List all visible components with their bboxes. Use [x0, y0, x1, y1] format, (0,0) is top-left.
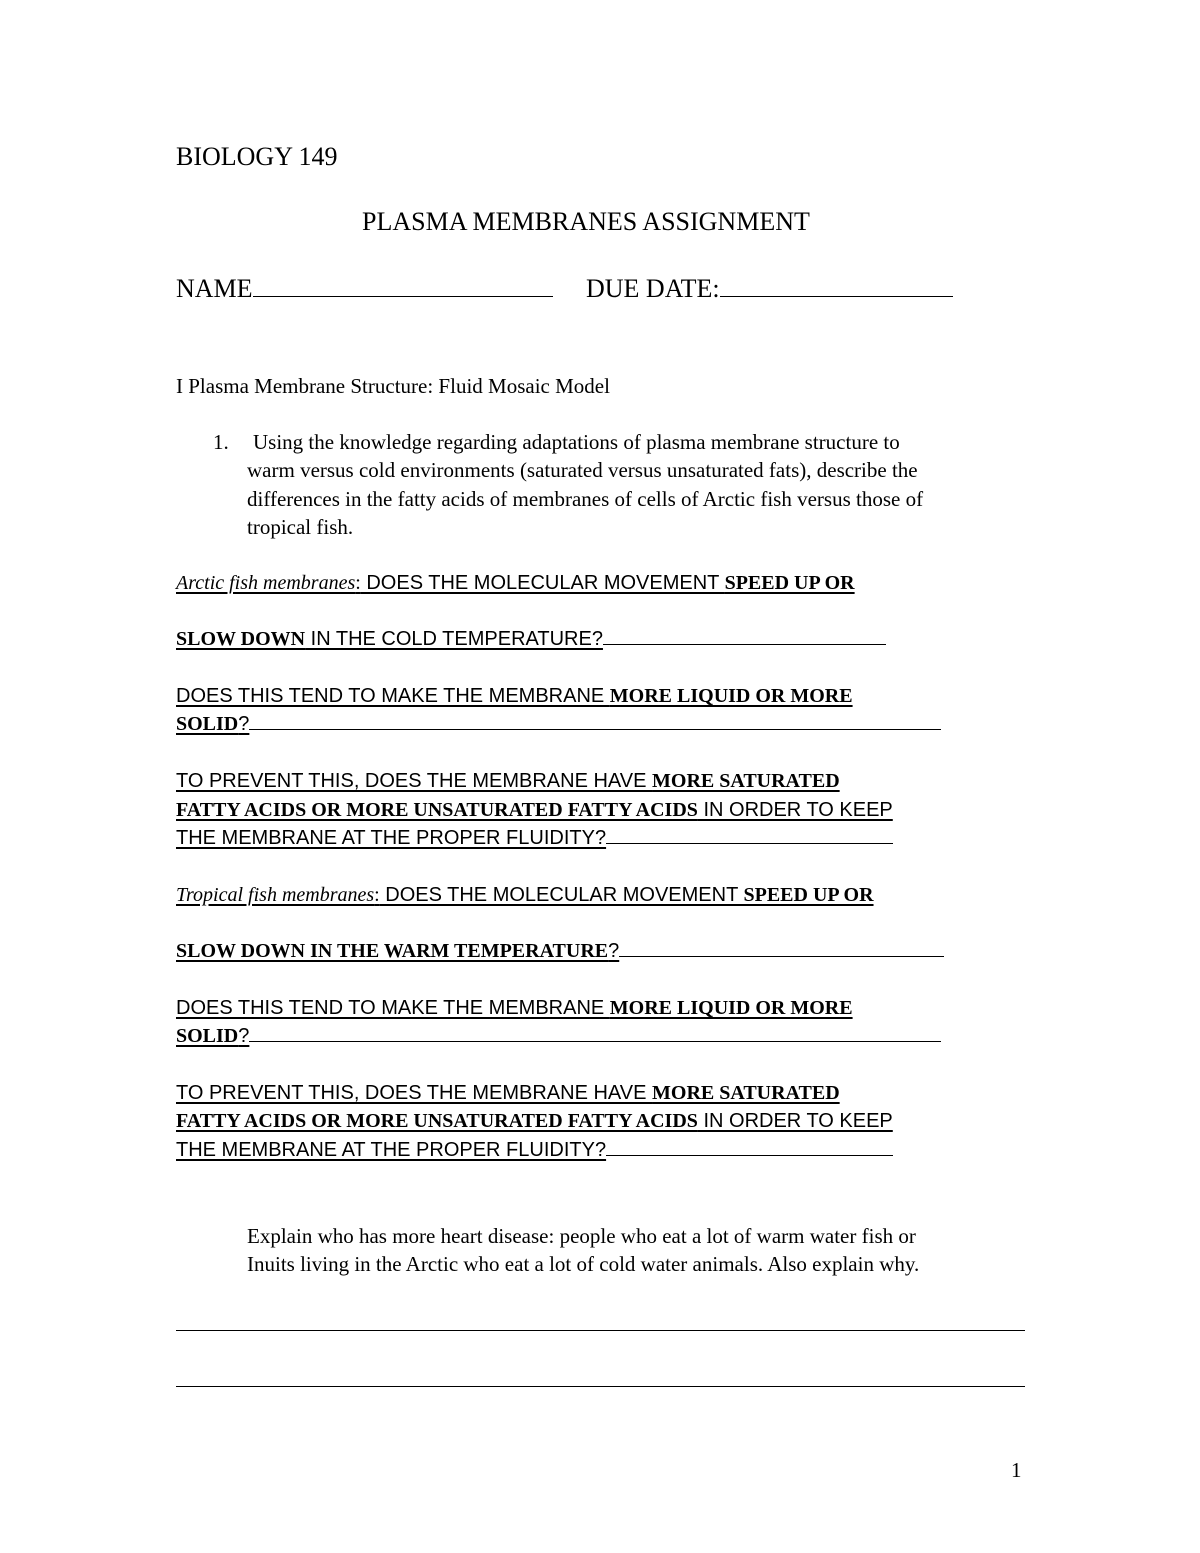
explain-line: Explain who has more heart disease: people who eat a lot of warm water fish or	[247, 1224, 916, 1248]
tropical-liquid-answer[interactable]	[249, 1040, 941, 1042]
arctic-speed-answer[interactable]	[603, 643, 886, 645]
question-line: tropical fish.	[247, 515, 354, 539]
tropical-speed-answer[interactable]	[619, 955, 944, 957]
arctic-liquid-answer[interactable]	[249, 728, 941, 730]
due-date-label: DUE DATE:	[586, 274, 720, 303]
assignment-title: PLASMA MEMBRANES ASSIGNMENT	[362, 207, 810, 236]
tropical-liquid-question-cont: SOLID?	[176, 1025, 941, 1048]
arctic-speed-question-cont: SLOW DOWN IN THE COLD TEMPERATURE?	[176, 628, 886, 651]
answer-line[interactable]	[176, 1386, 1025, 1387]
explain-line: Inuits living in the Arctic who eat a lot of cold water animals. Also explain why.	[247, 1252, 920, 1276]
section-heading: I Plasma Membrane Structure: Fluid Mosaic Model	[176, 374, 610, 398]
question-line: warm versus cold environments (saturated versus unsaturated fats), describe the	[247, 458, 918, 482]
tropical-speed-question: Tropical fish membranes: DOES THE MOLECULAR MOVEMENT SPEED UP OR	[176, 884, 874, 906]
tropical-prevent-answer[interactable]	[606, 1154, 893, 1156]
due-date-row	[586, 274, 953, 304]
arctic-liquid-question: DOES THIS TEND TO MAKE THE MEMBRANE MORE LIQUID OR MORE	[176, 685, 853, 707]
question-line: differences in the fatty acids of membranes of cells of Arctic fish versus those of	[247, 487, 924, 511]
tropical-label: Tropical fish membranes	[176, 884, 375, 906]
page-number: 1	[1011, 1458, 1022, 1482]
arctic-label: Arctic fish membranes	[176, 572, 356, 594]
arctic-speed-question: Arctic fish membranes: DOES THE MOLECULAR MOVEMENT SPEED UP OR	[176, 572, 855, 594]
name-label: NAME	[176, 274, 253, 303]
tropical-prevent-question-cont: FATTY ACIDS OR MORE UNSATURATED FATTY ACIDS IN ORDER TO KEEP	[176, 1110, 893, 1132]
question-number: 1.	[213, 430, 229, 454]
name-row	[176, 274, 553, 304]
tropical-prevent-question-end: THE MEMBRANE AT THE PROPER FLUIDITY?	[176, 1139, 893, 1162]
course-title: BIOLOGY 149	[176, 142, 338, 171]
question-line: Using the knowledge regarding adaptations of plasma membrane structure to	[253, 430, 900, 454]
tropical-speed-question-cont: SLOW DOWN IN THE WARM TEMPERATURE?	[176, 940, 944, 963]
name-field[interactable]	[253, 295, 553, 297]
arctic-prevent-question-cont: FATTY ACIDS OR MORE UNSATURATED FATTY ACIDS IN ORDER TO KEEP	[176, 799, 893, 821]
arctic-liquid-question-cont: SOLID?	[176, 713, 941, 736]
arctic-prevent-question-end: THE MEMBRANE AT THE PROPER FLUIDITY?	[176, 827, 893, 850]
tropical-liquid-question: DOES THIS TEND TO MAKE THE MEMBRANE MORE LIQUID OR MORE	[176, 997, 853, 1019]
arctic-prevent-answer[interactable]	[606, 842, 893, 844]
tropical-prevent-question: TO PREVENT THIS, DOES THE MEMBRANE HAVE MORE SATURATED	[176, 1082, 840, 1104]
answer-line[interactable]	[176, 1330, 1025, 1331]
due-date-field[interactable]	[720, 295, 953, 297]
arctic-prevent-question: TO PREVENT THIS, DOES THE MEMBRANE HAVE MORE SATURATED	[176, 770, 840, 792]
